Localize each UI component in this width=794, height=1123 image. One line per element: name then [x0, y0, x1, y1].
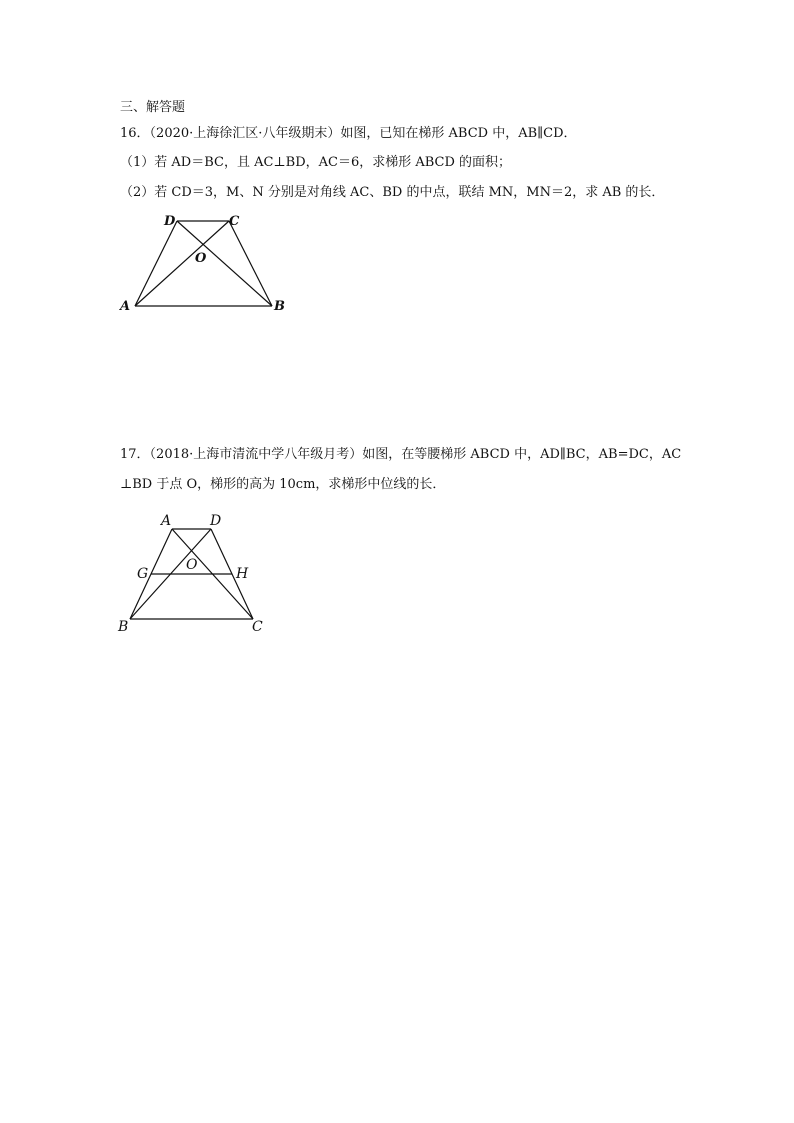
label-o: O — [186, 557, 198, 573]
label-b: B — [118, 619, 129, 635]
label-h: H — [236, 566, 249, 582]
question-16-part-2: （2）若 CD＝3，M、N 分别是对角线 AC、BD 的中点，联结 MN，MN＝2，求 AB 的长． — [120, 185, 665, 200]
label-g: G — [137, 566, 149, 582]
question-17-figure — [115, 512, 275, 641]
question-16-part-1: （1）若 AD＝BC，且 AC⊥BD，AC＝6，求梯形 ABCD 的面积； — [120, 155, 512, 170]
question-17-stem-line-1: 17．（2018·上海市清流中学八年级月考）如图，在等腰梯形 ABCD 中，AD∥BC，AB=DC，AC — [120, 447, 682, 462]
label-b: B — [274, 299, 285, 314]
label-a: A — [120, 299, 131, 314]
question-16-stem: 16．（2020·上海徐汇区·八年级期末）如图，已知在梯形 ABCD 中，AB∥CD． — [120, 126, 577, 141]
segment-bc — [229, 221, 272, 306]
label-c: C — [252, 619, 263, 635]
label-d: D — [210, 513, 222, 529]
diagonal-bd — [177, 221, 272, 306]
label-o: O — [195, 251, 207, 266]
diagonal-ac — [135, 221, 229, 306]
label-a: A — [161, 513, 172, 529]
question-16-figure — [115, 205, 305, 324]
label-d: D — [164, 214, 176, 229]
segment-ad — [135, 221, 177, 306]
section-title: 三、解答题 — [120, 100, 186, 115]
label-c: C — [229, 214, 240, 229]
question-17-stem-line-2: ⊥BD 于点 O，梯形的高为 10cm，求梯形中位线的长． — [120, 477, 446, 492]
